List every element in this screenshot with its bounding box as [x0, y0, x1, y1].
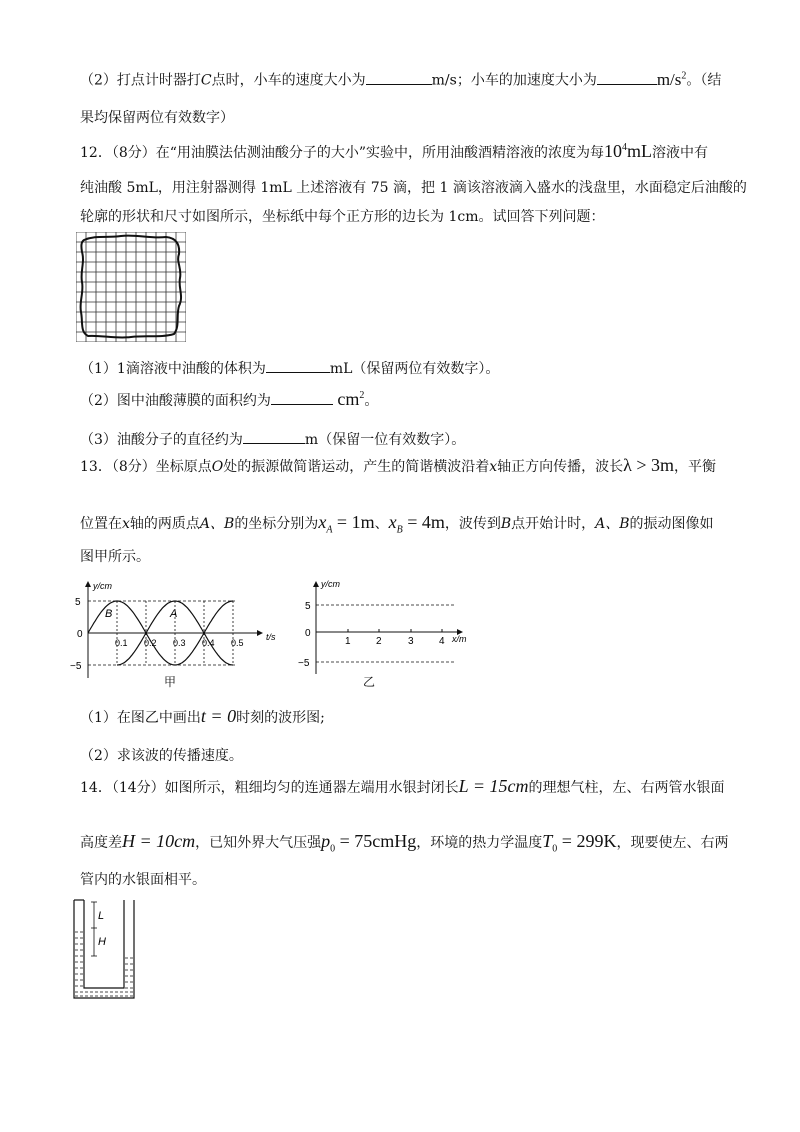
- vibration-graph-jia: [70, 578, 290, 688]
- q11-velocity-blank[interactable]: [366, 70, 432, 85]
- xtick: 0.1: [115, 638, 128, 648]
- ytick-0: 0: [77, 629, 83, 640]
- label-h: H: [98, 936, 106, 948]
- label-a: A: [170, 608, 178, 620]
- q14-lead: 14．（14分）如图所示，粗细均匀的连通器左端用水银封闭长L = 15cm的理想气柱，左、右两管水银面: [80, 776, 725, 796]
- q11-unit-v: m/s: [431, 72, 457, 89]
- q13-sub2: （2）求该波的传播速度。: [80, 748, 243, 764]
- u-tube-figure: [72, 898, 138, 1002]
- q14-line3: 管内的水银面相平。: [80, 872, 206, 888]
- q11-point-c: C: [200, 72, 212, 89]
- q13-line3: 图甲所示。: [80, 549, 150, 565]
- ytick-neg5: −5: [70, 661, 82, 672]
- q12-lead: 12．（8分）在“用油膜法估测油酸分子的大小”实验中，所用油酸酒精溶液的浓度为每$10^4mL$溶液中有: [80, 141, 709, 161]
- xtick: 4: [439, 636, 445, 647]
- q12-sub3: （3）油酸分子的直径约为 m（保留一位有效数字）。: [80, 429, 465, 450]
- ytick-0: 0: [305, 628, 311, 639]
- y-label: y/cm: [321, 579, 340, 589]
- q11-accel-blank[interactable]: [597, 70, 657, 85]
- waveform-graph-yi: [296, 578, 476, 678]
- xtick: 0.5: [231, 638, 244, 648]
- q12-concentration: $10^4mL$: [604, 141, 653, 161]
- xtick: 0.3: [173, 638, 186, 648]
- q12-sub1: （1）1滴溶液中油酸的体积为 mL（保留两位有效数字）。: [80, 358, 499, 379]
- ytick-neg5: −5: [298, 658, 310, 669]
- fig-jia-caption: 甲: [164, 675, 177, 689]
- x-label: x/m: [452, 634, 467, 644]
- q13-xb: $x_B = 4m$: [388, 512, 445, 536]
- q13-line2: 位置在x轴的两质点A、B的坐标分别为$x_A = 1m$、$x_B = 4m$，波传到B点开始计时，A、B的振动图像如: [80, 512, 714, 536]
- q14-t0: $T_0 = 299K$: [542, 831, 617, 855]
- q12-line3: 轮廓的形状和尺寸如图所示，坐标纸中每个正方形的边长为 1cm。试回答下列问题：: [80, 209, 605, 225]
- grid-lines: [76, 232, 186, 342]
- label-b: B: [105, 608, 113, 620]
- xtick: 3: [408, 636, 414, 647]
- q12-area-unit: $cm^2$: [337, 389, 365, 409]
- fig-yi-caption: 乙: [363, 675, 376, 689]
- q13-sub1: （1）在图乙中画出t = 0时刻的波形图;: [80, 706, 325, 726]
- q11-text: （2）打点计时器打: [80, 72, 201, 89]
- xtick: 1: [345, 636, 351, 647]
- label-l: L: [98, 910, 105, 922]
- oil-film-grid-figure: [76, 232, 186, 342]
- xtick: 2: [376, 636, 382, 647]
- q12-line2: 纯油酸 5mL，用注射器测得 1mL 上述溶液有 75 滴，把 1 滴该溶液滴入盛水的浅盘里，水面稳定后油酸的: [80, 180, 747, 196]
- q14-l: L = 15cm: [458, 776, 529, 796]
- ytick-5: 5: [305, 601, 311, 612]
- q12-sub2: （2）图中油酸薄膜的面积约为 $cm^2$。: [80, 389, 379, 409]
- q11-line2: 果均保留两位有效数字）: [80, 110, 234, 126]
- y-label: y/cm: [93, 581, 112, 591]
- q14-line2: 高度差H = 10cm，已知外界大气压强$p_0$ = 75cmHg，环境的热力学温度$T_0 = 299K$，现要使左、右两: [80, 831, 729, 855]
- q11-text: ；小车的加速度大小为: [456, 72, 597, 89]
- q12-volume-blank[interactable]: [266, 358, 330, 373]
- x-label: t/s: [266, 632, 276, 642]
- q14-h: H = 10cm: [122, 831, 196, 851]
- q13-lead: 13．（8分）坐标原点O处的振源做简谐运动，产生的简谐横波沿着x轴正方向传播，波长λ > 3m，平衡: [80, 455, 717, 475]
- xtick: 0.2: [144, 638, 157, 648]
- q12-area-blank[interactable]: [271, 390, 333, 405]
- q13-wavelength: λ > 3m: [623, 455, 675, 475]
- q13-t0: t = 0: [200, 706, 237, 726]
- q14-p0: $p_0$ = 75cmHg: [321, 831, 417, 855]
- q11-text: 点时，小车的速度大小为: [211, 72, 366, 89]
- q12-diameter-blank[interactable]: [243, 429, 305, 444]
- xtick: 0.4: [202, 638, 215, 648]
- q11-part2-line: [80, 66, 721, 91]
- ytick-5: 5: [75, 597, 81, 608]
- q13-xa: $x_A = 1m$: [318, 512, 375, 536]
- q11-unit-a: $m/s^2$: [656, 69, 687, 89]
- q11-text: 。（结: [686, 72, 722, 89]
